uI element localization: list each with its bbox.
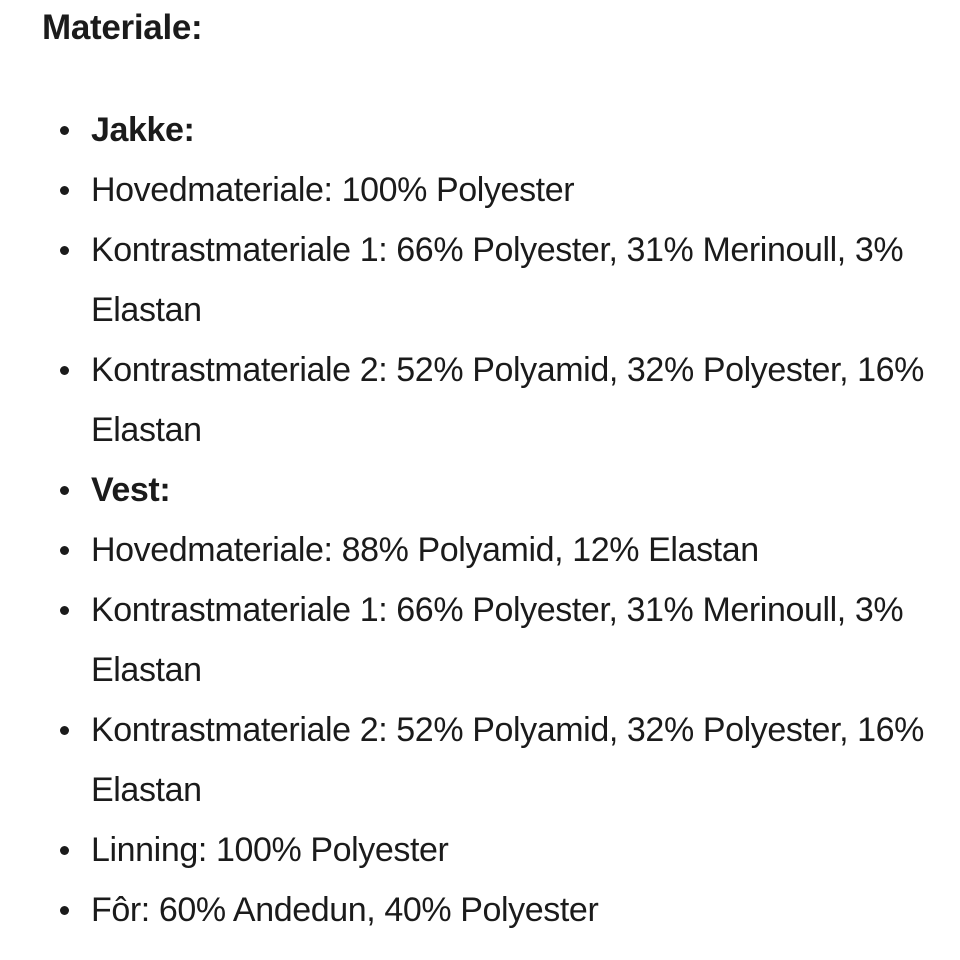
list-item	[0, 880, 960, 940]
list-item-text: Kontrastmateriale 1: 66% Polyester, 31% Merinoull, 3% Elastan	[91, 591, 904, 689]
materials-list	[0, 100, 960, 940]
materials-heading: Materiale:	[42, 8, 203, 47]
list-item-text: Kontrastmateriale 2: 52% Polyamid, 32% Polyester, 16% Elastan	[91, 711, 925, 809]
list-item-text: Hovedmateriale: 100% Polyester	[91, 171, 575, 209]
list-item	[0, 520, 960, 580]
bullet-icon	[60, 366, 69, 375]
bullet-icon	[60, 246, 69, 255]
list-item-text: Vest:	[91, 471, 171, 509]
list-item	[0, 340, 960, 460]
list-item	[0, 160, 960, 220]
list-item-text: Linning: 100% Polyester	[91, 831, 449, 869]
bullet-icon	[60, 726, 69, 735]
list-item	[0, 220, 960, 340]
list-item-text: Fôr: 60% Andedun, 40% Polyester	[91, 891, 599, 929]
list-item-text: Kontrastmateriale 1: 66% Polyester, 31% Merinoull, 3% Elastan	[91, 231, 904, 329]
list-item	[0, 820, 960, 880]
bullet-icon	[60, 546, 69, 555]
bullet-icon	[60, 486, 69, 495]
list-item	[0, 700, 960, 820]
list-item-text: Kontrastmateriale 2: 52% Polyamid, 32% Polyester, 16% Elastan	[91, 351, 925, 449]
list-item-text: Hovedmateriale: 88% Polyamid, 12% Elastan	[91, 531, 759, 569]
bullet-icon	[60, 606, 69, 615]
bullet-icon	[60, 126, 69, 135]
list-item-vest	[0, 460, 960, 520]
list-item	[0, 580, 960, 700]
list-item-jakke	[0, 100, 960, 160]
bullet-icon	[60, 906, 69, 915]
list-item-text: Jakke:	[91, 111, 195, 149]
bullet-icon	[60, 186, 69, 195]
bullet-icon	[60, 846, 69, 855]
